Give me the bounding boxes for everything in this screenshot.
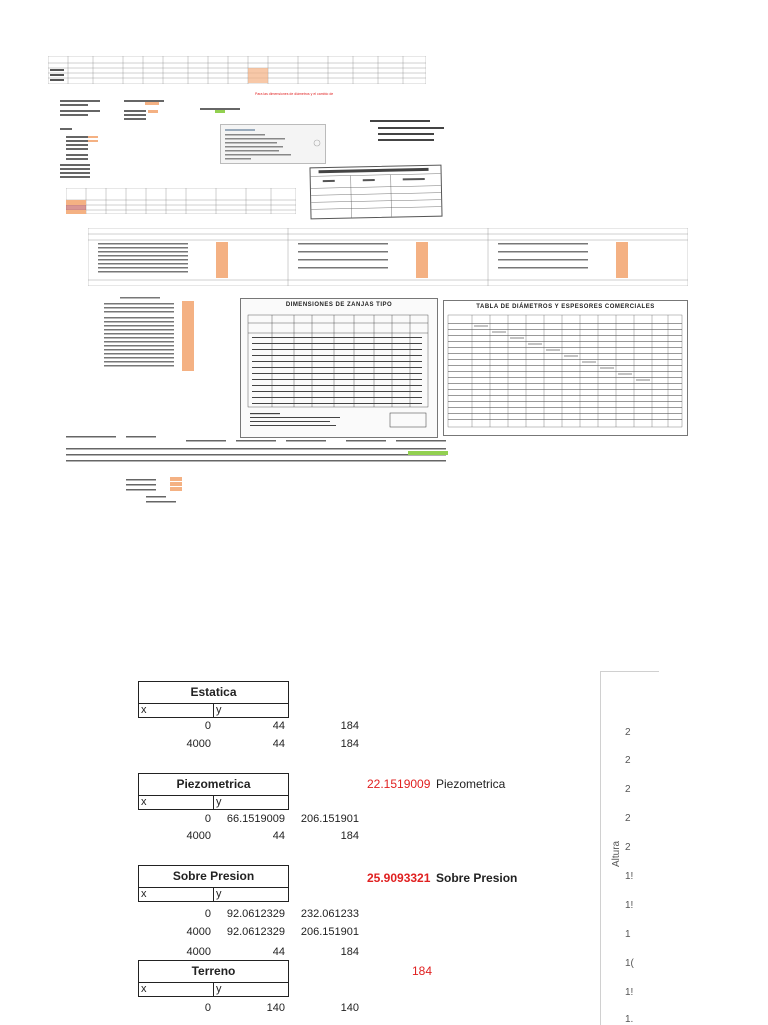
estatica-xy-header	[138, 703, 289, 718]
percent-column	[100, 295, 210, 373]
tick-label: 1!	[625, 871, 634, 882]
terreno-value: 184	[412, 964, 433, 978]
cell: 4000	[186, 738, 211, 750]
x-label: x	[141, 704, 147, 716]
tick-label: 1.	[625, 1014, 634, 1025]
tick-label: 2	[625, 784, 631, 795]
sobre-presion-side-label: Sobre Presion	[436, 871, 518, 885]
y-label: y	[213, 795, 222, 809]
zanjas-image	[240, 298, 438, 438]
info-box	[220, 124, 326, 164]
red-note: Para las dimensiones de diámetros y el cambio de	[255, 92, 334, 96]
tabla-title: TABLA DE DIÁMETROS Y ESPESORES COMERCIALES	[476, 304, 655, 310]
results-table	[66, 436, 466, 506]
zanjas-title: DIMENSIONES DE ZANJAS TIPO	[285, 302, 393, 308]
cell: 44	[272, 738, 285, 750]
cell: 140	[266, 1002, 285, 1014]
cell: 184	[340, 738, 359, 750]
cell: 0	[204, 813, 211, 825]
sobre-presion-value: 25.9093321	[367, 871, 431, 885]
cell: 66.1519009	[226, 813, 285, 825]
piezometrica-side-label: Piezometrica	[436, 777, 506, 791]
cost-table	[88, 228, 688, 286]
tick-label: 1!	[625, 987, 634, 998]
x-label: x	[141, 796, 147, 808]
cell: 232.061233	[300, 908, 359, 920]
y-label: y	[213, 887, 222, 901]
cell: 0	[204, 1002, 211, 1014]
cell: 206.151901	[300, 926, 359, 938]
tick-label: 1	[625, 929, 631, 940]
cell: 4000	[186, 946, 211, 958]
y-label: y	[213, 982, 222, 996]
chart-axis-label: Altura	[611, 840, 622, 867]
tick-label: 2	[625, 727, 631, 738]
pipe-params-table	[66, 188, 296, 214]
x-label: x	[141, 888, 147, 900]
cell: 0	[204, 720, 211, 732]
top-wide-table	[48, 56, 426, 84]
cell: 206.151901	[300, 813, 359, 825]
spreadsheet-thumbnail	[0, 0, 768, 512]
terreno-title: Terreno	[138, 960, 289, 983]
y-label: y	[213, 703, 222, 717]
tick-label: 1!	[625, 900, 634, 911]
cell: 92.0612329	[226, 926, 285, 938]
piezometrica-value: 22.1519009	[367, 777, 431, 791]
cell: 44	[272, 830, 285, 842]
tabla-diametros-image	[443, 300, 688, 436]
cell: 0	[204, 908, 211, 920]
cell: 44	[272, 720, 285, 732]
sobre-presion-title: Sobre Presion	[138, 865, 289, 888]
chart-panel	[600, 671, 659, 1025]
cell: 4000	[186, 830, 211, 842]
tick-label: 2	[625, 842, 631, 853]
estatica-title: Estatica	[138, 681, 289, 704]
cell: 140	[340, 1002, 359, 1014]
tick-label: 2	[625, 813, 631, 824]
tick-label: 1(	[625, 958, 634, 969]
tick-label: 2	[625, 755, 631, 766]
piezometrica-xy-header	[138, 795, 289, 810]
hundimiento-table	[309, 165, 442, 220]
cell: 4000	[186, 926, 211, 938]
cell: 184	[340, 720, 359, 732]
sobre-presion-xy-header	[138, 887, 289, 902]
terreno-xy-header	[138, 982, 289, 997]
x-label: x	[141, 983, 147, 995]
cell: 44	[272, 946, 285, 958]
cell: 184	[340, 946, 359, 958]
cell: 184	[340, 830, 359, 842]
piezometrica-title: Piezometrica	[138, 773, 289, 796]
weight-note	[370, 118, 450, 148]
cell: 92.0612329	[226, 908, 285, 920]
